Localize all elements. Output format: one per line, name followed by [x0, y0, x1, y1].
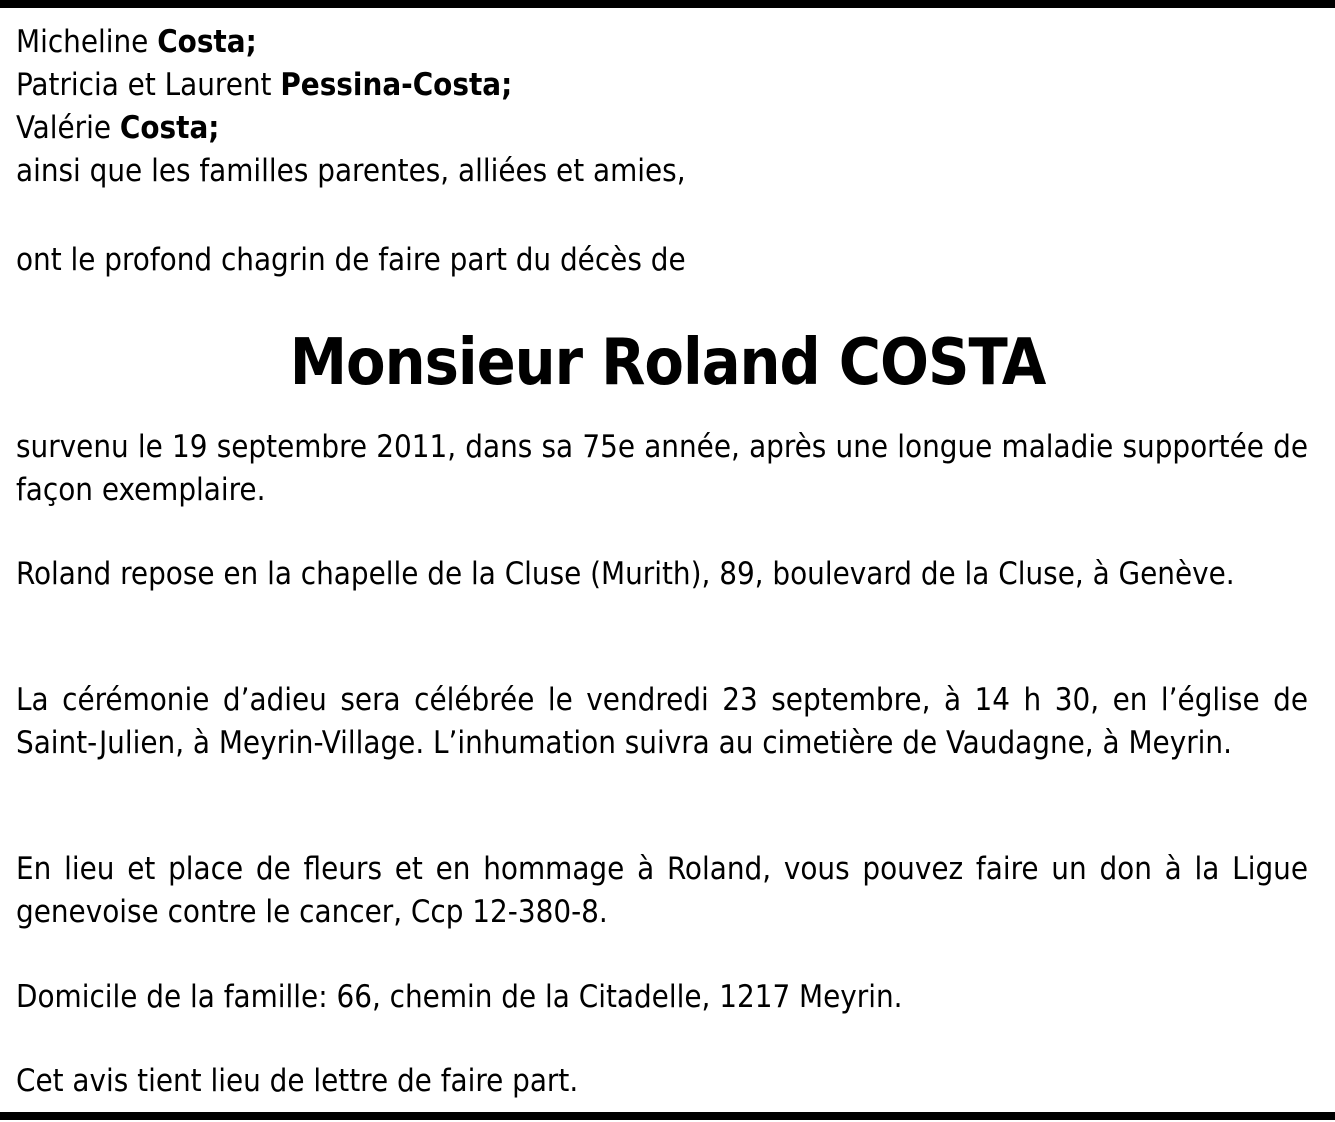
ceremony-paragraph: La cérémonie d’adieu sera célébrée le vendredi 23 septembre, à 14 h 30, en l’église de Saint-Julien, à Meyrin-Village. L’inhumation suivra au cimetière de Vaudagne, à Meyrin. [16, 682, 1308, 761]
deceased-name-heading: Monsieur Roland COSTA [289, 326, 1046, 400]
top-border-rule [0, 0, 1335, 8]
family-given-name: Patricia et Laurent [16, 67, 281, 103]
death-paragraph: survenu le 19 septembre 2011, dans sa 75e année, après une longue maladie supportée de façon exemplaire. [16, 429, 1308, 508]
relatives-line: ainsi que les familles parentes, alliées et amies, [16, 153, 686, 189]
notice-paragraph: Cet avis tient lieu de lettre de faire part. [16, 1063, 579, 1099]
family-list [16, 21, 1308, 193]
family-given-name: Valérie [16, 110, 120, 146]
viewing-paragraph: Roland repose en la chapelle de la Cluse (Murith), 89, boulevard de la Cluse, à Genève. [16, 556, 1235, 592]
family-surname: Costa; [119, 110, 220, 146]
announcement-line: ont le profond chagrin de faire part du décès de [16, 242, 686, 278]
family-line-3 [16, 107, 1308, 150]
donation-paragraph: En lieu et place de fleurs et en hommage à Roland, vous pouvez faire un don à la Ligue genevoise contre le cancer, Ccp 12-380-8. [16, 851, 1308, 930]
address-paragraph: Domicile de la famille: 66, chemin de la Citadelle, 1217 Meyrin. [16, 979, 903, 1015]
family-surname: Costa; [157, 24, 257, 60]
bottom-border-rule [0, 1112, 1335, 1120]
family-line-2 [16, 64, 1308, 107]
family-given-name: Micheline [16, 24, 158, 60]
family-line-1 [16, 21, 1308, 64]
family-surname: Pessina-Costa; [280, 67, 513, 103]
